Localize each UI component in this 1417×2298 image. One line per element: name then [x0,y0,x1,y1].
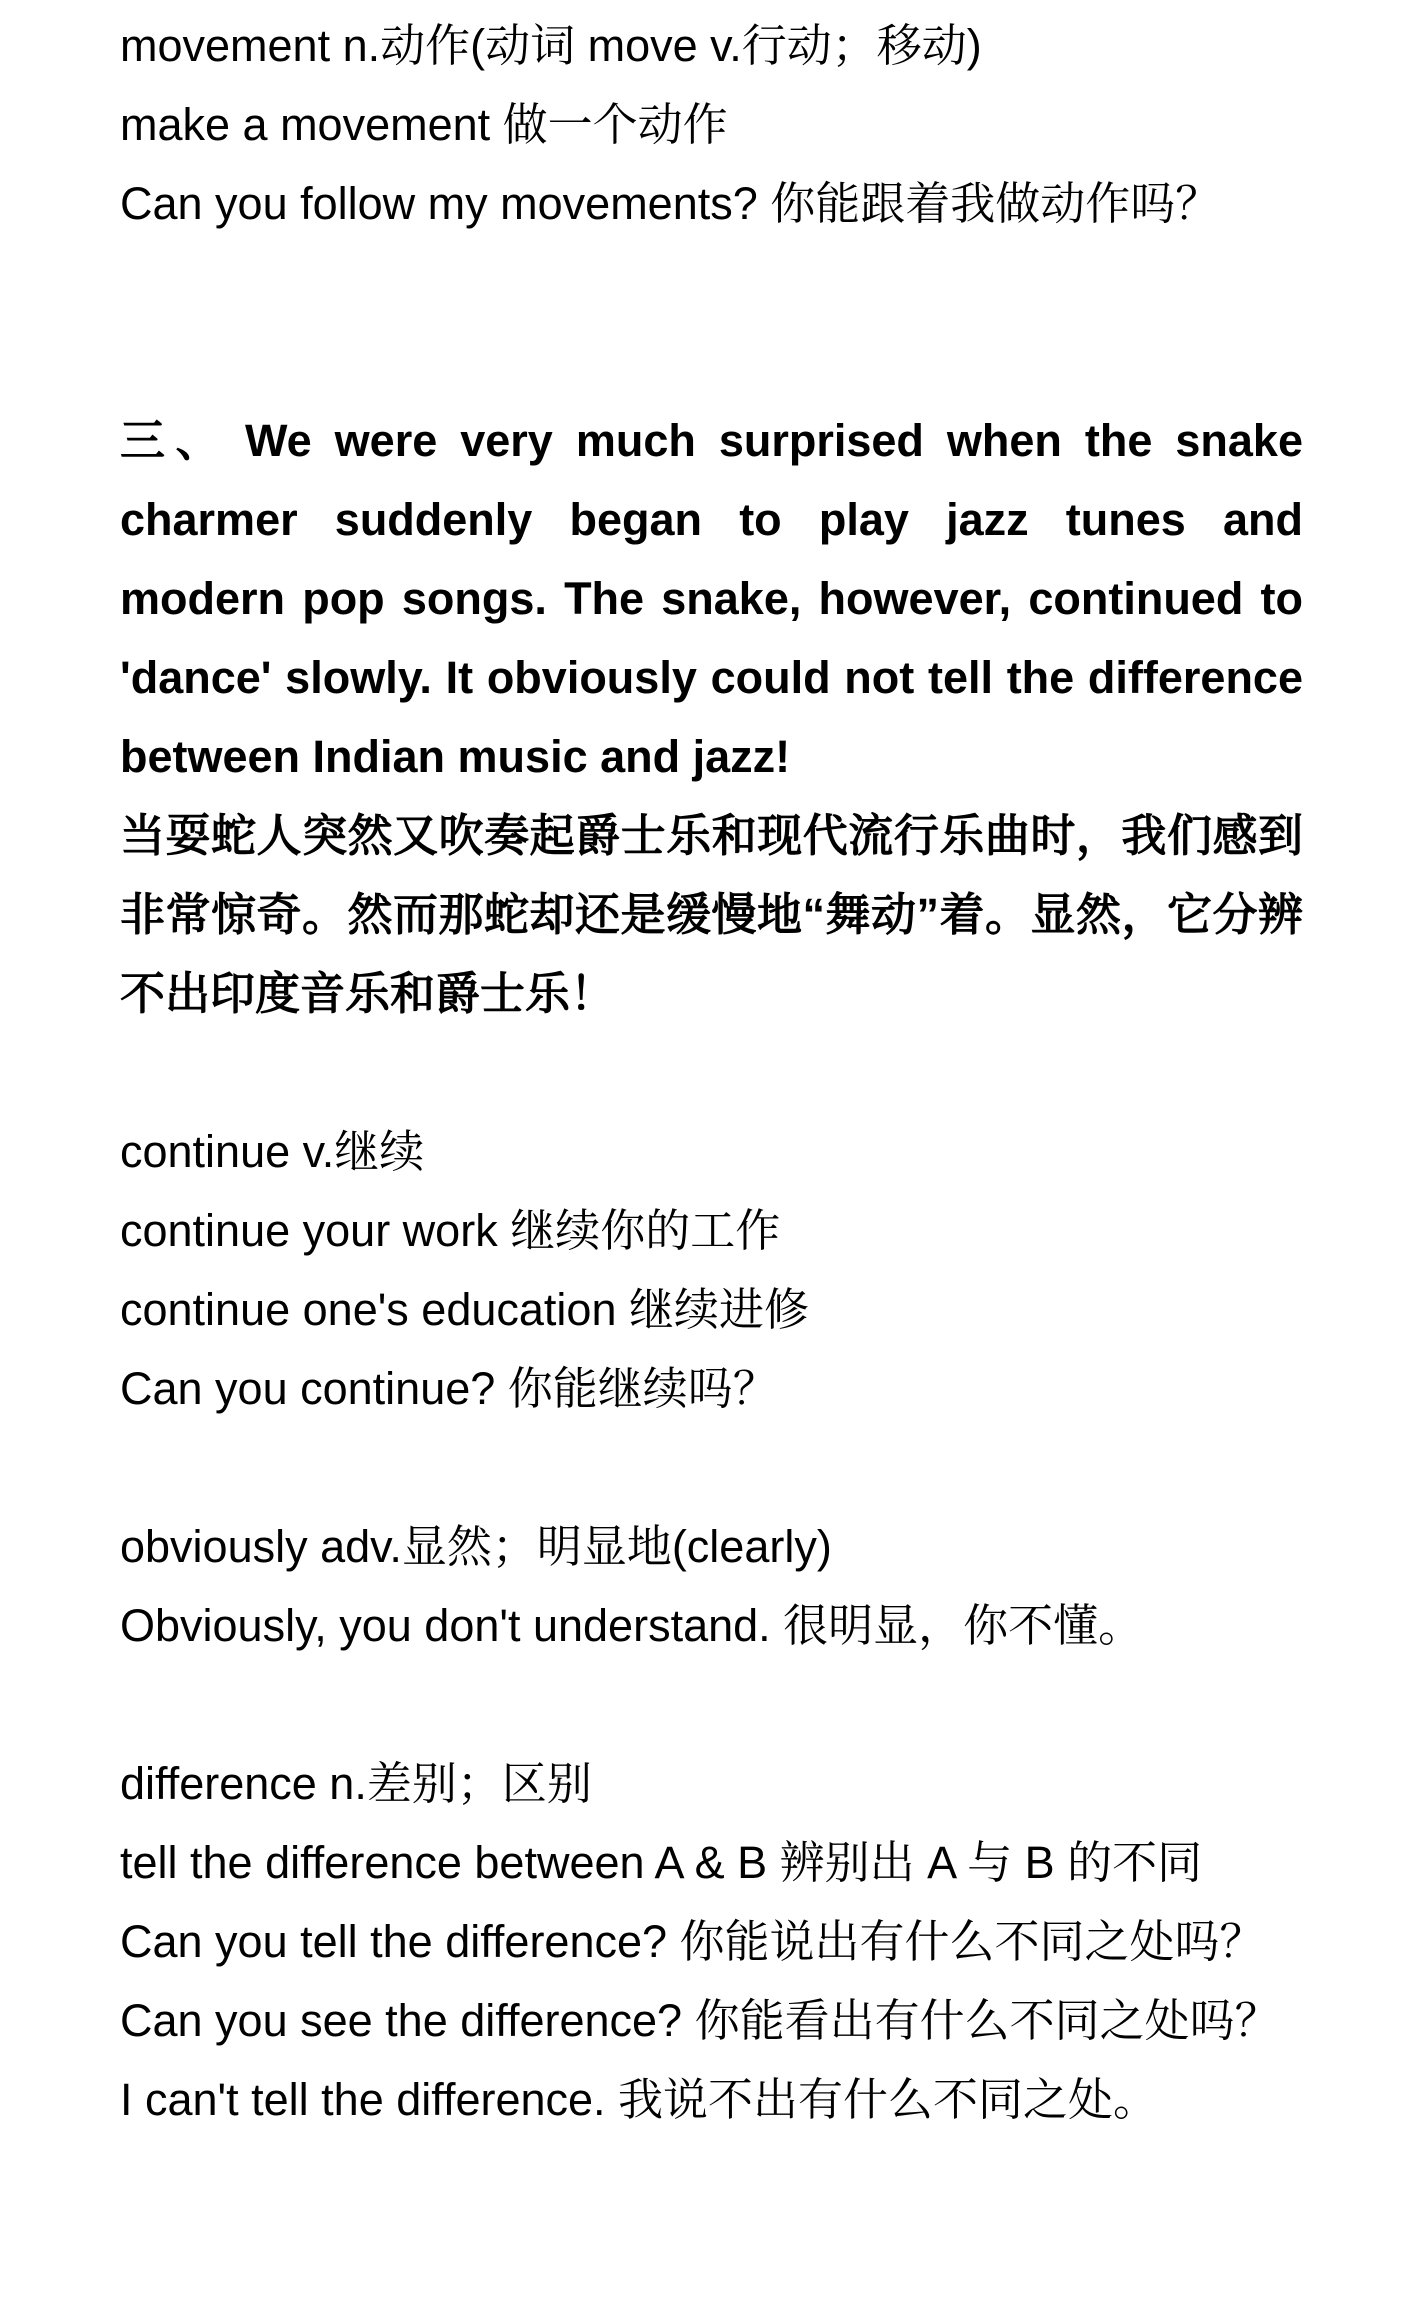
example-sentence: Can you see the difference? 你能看出有什么不同之处吗？ [120,1995,1280,2046]
section-number: 三、 [120,415,231,466]
example-sentence: Obviously, you don't understand. 很明显，你不懂。 [120,1600,1144,1651]
vocab-block-difference [120,1744,1303,2139]
vocab-block-movement [120,6,1303,243]
example-sentence: I can't tell the difference. 我说不出有什么不同之处。 [120,2074,1159,2125]
example-sentence: Can you continue? 你能继续吗？ [120,1363,778,1414]
passage-english [120,401,1303,796]
vocab-block-continue [120,1112,1303,1428]
passage-section-3 [120,401,1303,1033]
passage-chinese: 当耍蛇人突然又吹奏起爵士乐和现代流行乐曲时，我们感到非常惊奇。然而那蛇却还是缓慢地“舞动”着。显然，它分辨不出印度音乐和爵士乐！ [120,810,1303,1019]
spacer [120,322,1303,401]
example-sentence: Can you tell the difference? 你能说出有什么不同之处吗？ [120,1916,1265,1967]
spacer [120,1033,1303,1112]
vocab-entry-continue: continue v.继续 [120,1126,425,1177]
spacer [120,1428,1303,1507]
example-phrase: continue your work 继续你的工作 [120,1205,781,1256]
vocab-entry-movement: movement n.动作(动词 move v.行动；移动) [120,20,982,71]
example-phrase: tell the difference between A & B 辨别出 A 与 B 的不同 [120,1837,1203,1888]
example-sentence: Can you follow my movements? 你能跟着我做动作吗？ [120,178,1221,229]
vocab-block-obviously [120,1507,1303,1665]
passage-english-text: We were very much surprised when the snake charmer suddenly began to play jazz tunes and modern pop songs. The snake, however, continued to 'dance' slowly. It obviously could not tell the difference between Indian music and jazz! [120,415,1303,782]
document-page [120,6,1303,2139]
vocab-entry-difference: difference n.差别；区别 [120,1758,592,1809]
spacer [120,243,1303,322]
vocab-entry-obviously: obviously adv.显然；明显地(clearly) [120,1521,832,1572]
spacer [120,1665,1303,1744]
example-phrase: make a movement 做一个动作 [120,99,728,150]
example-phrase: continue one's education 继续进修 [120,1284,809,1335]
